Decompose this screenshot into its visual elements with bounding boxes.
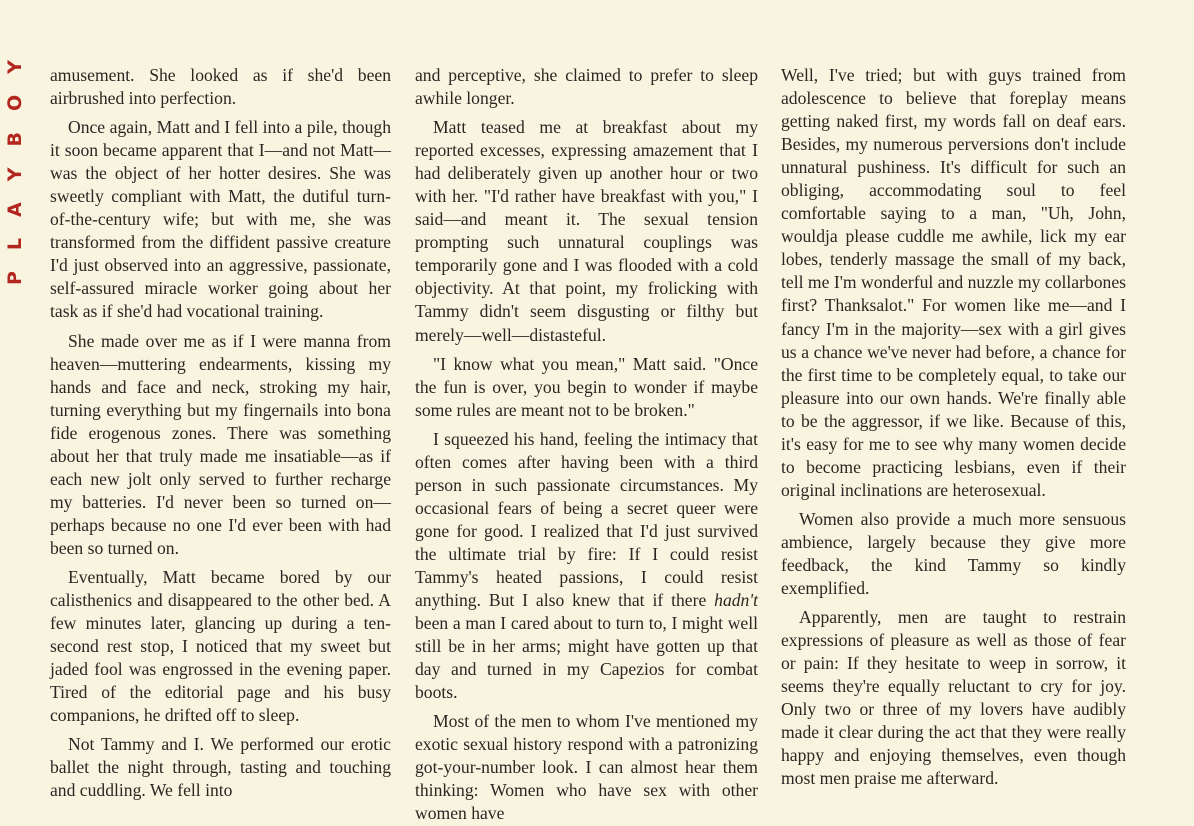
emphasis: hadn't <box>714 590 758 611</box>
paragraph: Once again, Matt and I fell into a pile, though it soon became apparent that I—and not Matt—was the object of her hotter desires. She was sweetly compliant with Matt, the dutiful turn-of-the-century wife; but with me, she was transformed from the diffident passive creature I'd just observed into an aggressive, passionate, self-assured miracle worker going about her task as if she'd had vocational training. <box>50 117 391 322</box>
paragraph: Most of the men to whom I've mentioned my exotic sexual history respond with a patronizing got-your-number look. I can almost hear them thinking: Women who have sex with other women have <box>415 711 758 824</box>
title-letter: P <box>4 271 26 285</box>
title-letter: A <box>4 202 26 217</box>
paragraph: amusement. She looked as if she'd been airbrushed into perfection. <box>50 65 391 109</box>
paragraph: Eventually, Matt became bored by our calisthenics and disappeared to the other bed. A few minutes later, glancing up during a ten-second rest stop, I noticed that my sweet but jaded fool was engrossed in the evening paper. Tired of the editorial page and his busy companions, he drifted off to sleep. <box>50 566 391 726</box>
paragraph: Matt teased me at breakfast about my reported excesses, expressing amazement that I had deliberately given up another hour or two with her. "I'd rather have breakfast with you," I said—and meant it. The sexual tension prompting such unnatural couplings was temporarily gone and I was flooded with a cold objectivity. At that point, my frolicking with Tammy didn't seem disgusting or filthy but merely—well—distasteful. <box>415 117 758 345</box>
title-letter: Y <box>4 167 26 182</box>
paragraph: Not Tammy and I. We performed our erotic ballet the night through, tasting and touching and cuddling. We fell into <box>50 734 391 801</box>
magazine-title <box>4 60 26 285</box>
title-letter: O <box>4 94 26 111</box>
paragraph: Apparently, men are taught to restrain expressions of pleasure as well as those of fear or pain: If they hesitate to weep in sorrow, it seems they're equally reluctant to cry for joy. Only two or three of my lovers have audibly made it clear during the act that they were really happy and enjoying themselves, even though most men praise me afterward. <box>781 607 1126 789</box>
paragraph: She made over me as if I were manna from heaven—muttering endearments, kissing my hands and face and neck, stroking my hair, turning everything but my fingernails into bona fide erogenous zones. There was something about her that truly made me insatiable—as if each new jolt only served to further recharge my batteries. I'd never been so turned on—perhaps because no one I'd ever been with had been so turned on. <box>50 330 391 558</box>
paragraph: Women also provide a much more sensuous ambience, largely because they give more feedback, the kind Tammy so kindly exemplified. <box>781 508 1126 599</box>
title-letter: B <box>4 131 26 147</box>
paragraph: I squeezed his hand, feeling the intimacy that often comes after having been with a third person in such passionate circumstances. My occasional fears of being a secret queer were gone for good. I realized that I'd just survived the ultimate trial by fire: If I could resist Tammy's heated passions, I could resist anything. But I also knew that if there hadn't been a man I cared about to turn to, I might well still be in her arms; might have gotten up that day and turned in my Capezios for combat boots. <box>415 428 758 703</box>
article-column-1 <box>50 64 391 802</box>
title-letter: Y <box>4 60 26 74</box>
title-letter: L <box>4 237 26 251</box>
paragraph: "I know what you mean," Matt said. "Once the fun is over, you begin to wonder if maybe some rules are meant not to be broken." <box>415 353 758 420</box>
article-column-3 <box>781 64 1126 790</box>
article-column-2 <box>415 64 758 826</box>
magazine-title-letters <box>4 60 26 285</box>
paragraph: and perceptive, she claimed to prefer to sleep awhile longer. <box>415 65 758 109</box>
paragraph: Well, I've tried; but with guys trained from adolescence to believe that foreplay means getting naked first, my words fall on deaf ears. Besides, my numerous perversions don't include unnatural pushiness. It's difficult for such an obliging, accommodating soul to feel comfortable saying to a man, "Uh, John, wouldja please cuddle me awhile, lick my ear lobes, tenderly massage the small of my back, tell me I'm wonderful and nuzzle my collarbones first? Thanksalot." For women like me—and I fancy I'm in the majority—sex with a girl gives us a chance we've never had before, a chance for the first time to be completely equal, to take our pleasure into our own hands. We're finally able to be the aggressor, if we like. Because of this, it's easy for me to see why many women decide to become practicing lesbians, even if their original inclinations are heterosexual. <box>781 65 1126 500</box>
